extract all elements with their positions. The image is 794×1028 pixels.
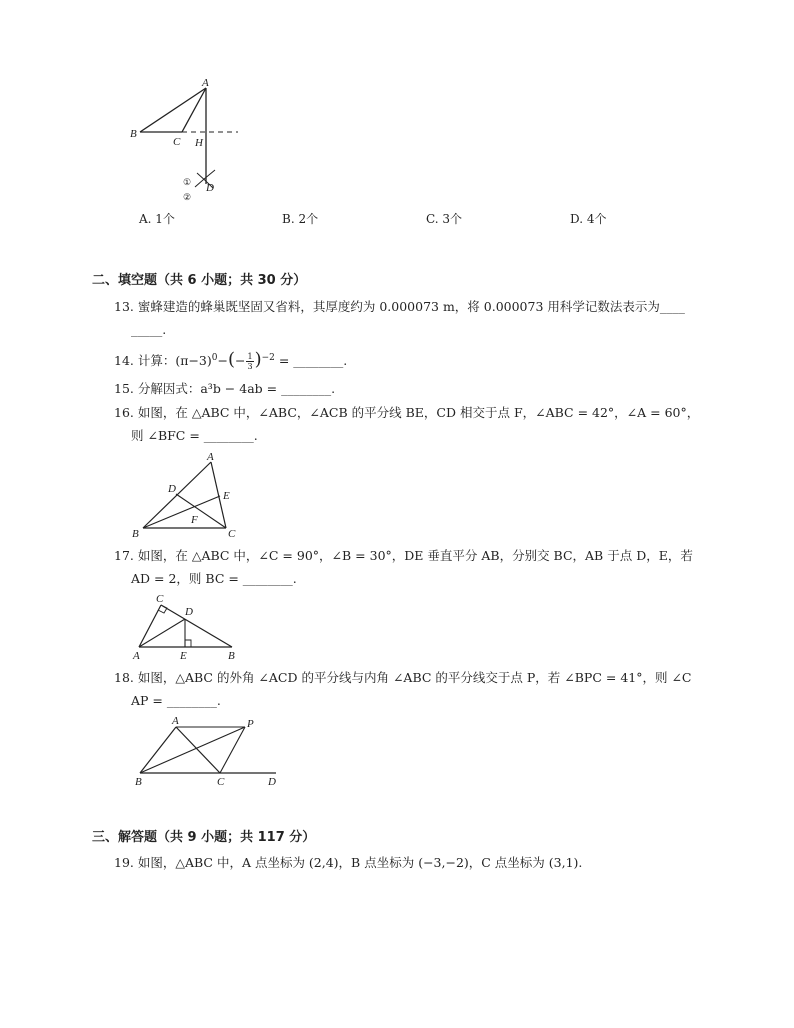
label-D: D [168, 483, 176, 495]
section-3-title: 三、解答题（共 9 小题；共 117 分） [92, 830, 316, 845]
label-D: D [185, 606, 193, 618]
label-C: C [228, 528, 236, 540]
q14-den: 3 [247, 362, 253, 372]
q14-lparen: ( [227, 349, 235, 371]
label-A: A [207, 451, 214, 463]
q14-exp0: 0 [211, 353, 218, 363]
label-B: B [228, 650, 235, 662]
figure-q18 [128, 712, 298, 792]
q16-line1: 16. 如图，在 △ABC 中，∠ABC，∠ACB 的平分线 BE，CD 相交于点 F，∠ABC = 42°，∠A = 60°， [114, 405, 700, 420]
q13-line2: _____. [131, 322, 167, 337]
label-D: D [206, 182, 214, 194]
q14-rparen: ) [254, 349, 262, 371]
label-E: E [223, 490, 230, 502]
q13-line1: 13. 蜜蜂建造的蜂巢既坚固又省料，其厚度约为 0.000073 m，将 0.000073 用科学记数法表示为____ [114, 299, 685, 314]
figure-top [120, 70, 260, 210]
figure-q16 [128, 450, 248, 540]
option-a: A. 1个 [139, 212, 175, 226]
q17-line2: AD = 2，则 BC = ________. [131, 571, 297, 586]
q14-suffix: = ________. [274, 353, 348, 369]
option-d: D. 4个 [570, 212, 607, 226]
arc-mark-2: ② [183, 192, 192, 202]
q17-line1: 17. 如图，在 △ABC 中，∠C = 90°，∠B = 30°，DE 垂直平分 AB，分别交 BC，AB 于点 D，E，若 [114, 548, 693, 563]
q15: 15. 分解因式：a³b − 4ab = ________. [114, 381, 336, 396]
label-A: A [172, 715, 179, 727]
option-b: B. 2个 [282, 212, 319, 226]
q16-line2: 则 ∠BFC = ________. [131, 428, 258, 443]
label-B: B [135, 776, 142, 788]
label-A: A [202, 77, 209, 89]
label-C: C [173, 136, 181, 148]
q14-prefix: 14. 计算：(π−3) [114, 353, 212, 369]
q14-exp: −2 [261, 353, 275, 363]
q14-frac-sign: − [235, 353, 246, 369]
q19: 19. 如图，△ABC 中，A 点坐标为 (2,4)，B 点坐标为 (−3,−2)，C 点坐标为 (3,1). [114, 855, 583, 870]
q14-minus: − [217, 353, 228, 369]
label-B: B [130, 128, 137, 140]
label-D: D [268, 776, 276, 788]
label-H: H [195, 137, 203, 149]
option-c: C. 3个 [426, 212, 463, 226]
arc-mark-1: ① [183, 177, 192, 187]
section-2-title: 二、填空题（共 6 小题；共 30 分） [92, 273, 307, 288]
q18-line2: AP = ________. [131, 693, 221, 708]
q18-line1: 18. 如图，△ABC 的外角 ∠ACD 的平分线与内角 ∠ABC 的平分线交于点 P，若 ∠BPC = 41°，则 ∠C [114, 670, 692, 685]
q14-num: 1 [247, 352, 253, 362]
label-F: F [191, 514, 198, 526]
label-B: B [132, 528, 139, 540]
label-A: A [133, 650, 140, 662]
label-C: C [156, 593, 164, 605]
label-P: P [247, 718, 254, 730]
q14 [114, 349, 347, 371]
label-E: E [180, 650, 187, 662]
label-C: C [217, 776, 225, 788]
q14-fraction [246, 352, 253, 371]
figure-q17 [128, 595, 248, 667]
